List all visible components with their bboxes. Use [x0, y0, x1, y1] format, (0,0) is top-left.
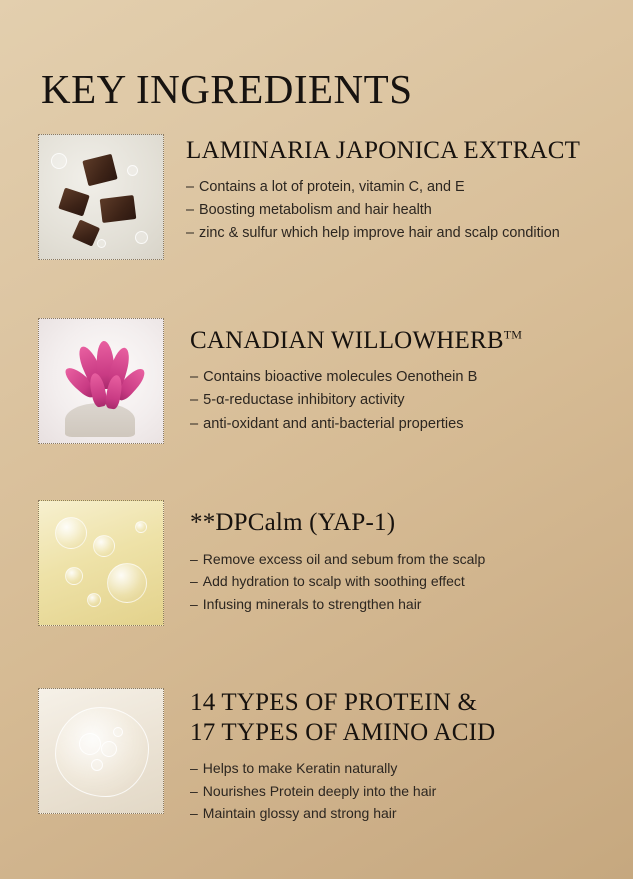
ingredient-bullet-list: [190, 366, 598, 437]
bullet-dash: –: [190, 368, 199, 385]
list-item: [190, 802, 598, 825]
ingredient-heading-text: CANADIAN WILLOWHERB: [190, 327, 504, 354]
list-item: [190, 593, 598, 616]
canadian-willowherb-thumbnail: [38, 318, 164, 444]
ingredient-text: [164, 318, 598, 436]
list-item-text: Remove excess oil and sebum from the scalp: [202, 550, 486, 567]
list-item-text: anti-oxidant and anti-bacterial properties: [203, 415, 464, 432]
list-item-text: Helps to make Keratin naturally: [202, 760, 398, 776]
bullet-dash: –: [190, 415, 199, 432]
ingredient-bullet-list: [190, 548, 598, 616]
ingredient-heading: [190, 326, 598, 356]
list-item: [190, 570, 598, 593]
list-item-text: 5-α-reductase inhibitory activity: [203, 392, 405, 409]
ingredient-heading: **DPCalm (YAP-1): [190, 509, 396, 536]
bullet-dash: –: [190, 805, 198, 822]
bullet-dash: –: [186, 201, 195, 218]
list-item-text: Nourishes Protein deeply into the hair: [202, 782, 437, 799]
bullet-dash: –: [190, 392, 199, 409]
bullet-dash: –: [190, 782, 198, 799]
ingredient-text: [164, 688, 598, 825]
dpcalm-thumbnail: [38, 500, 164, 626]
ingredient-block-laminaria: [38, 134, 598, 260]
bullet-dash: –: [190, 550, 198, 567]
list-item-text: zinc & sulfur which help improve hair and scalp condition: [199, 225, 560, 242]
list-item: [186, 176, 598, 199]
list-item: [190, 366, 598, 390]
bullet-dash: –: [190, 573, 198, 590]
bullet-dash: –: [190, 760, 198, 776]
ingredient-heading: [190, 688, 598, 747]
bullet-dash: –: [190, 595, 198, 612]
ingredient-bullet-list: [190, 757, 598, 825]
list-item-text: Contains a lot of protein, vitamin C, and E: [199, 178, 465, 195]
list-item-text: Maintain glossy and strong hair: [202, 805, 397, 822]
list-item: [190, 757, 598, 780]
trademark-mark: TM: [503, 327, 523, 342]
ingredient-heading-line-2: 17 TYPES OF AMINO ACID: [190, 718, 496, 746]
list-item-text: Add hydration to scalp with soothing effect: [202, 573, 465, 590]
laminaria-japonica-thumbnail: [38, 134, 164, 260]
ingredient-block-dpcalm: [38, 500, 598, 626]
list-item-text: Contains bioactive molecules Oenothein B: [203, 368, 478, 385]
ingredient-heading-line-1: 14 TYPES OF PROTEIN &: [190, 689, 478, 716]
ingredient-heading: LAMINARIA JAPONICA EXTRACT: [186, 137, 581, 164]
list-item: [190, 389, 598, 413]
list-item: [190, 413, 598, 437]
list-item-text: Infusing minerals to strengthen hair: [202, 595, 422, 612]
list-item: [190, 548, 598, 571]
ingredient-text: [164, 134, 598, 245]
ingredient-text: [164, 500, 598, 616]
list-item: [186, 222, 598, 245]
bullet-dash: –: [186, 178, 195, 195]
page-title: KEY INGREDIENTS: [41, 66, 413, 113]
ingredient-block-willowherb: [38, 318, 598, 444]
ingredient-block-protein: [38, 688, 598, 825]
ingredient-bullet-list: [186, 176, 598, 246]
list-item: [190, 780, 598, 803]
list-item: [186, 199, 598, 222]
protein-amino-acid-thumbnail: [38, 688, 164, 814]
list-item-text: Boosting metabolism and hair health: [199, 201, 432, 218]
bullet-dash: –: [186, 225, 195, 242]
